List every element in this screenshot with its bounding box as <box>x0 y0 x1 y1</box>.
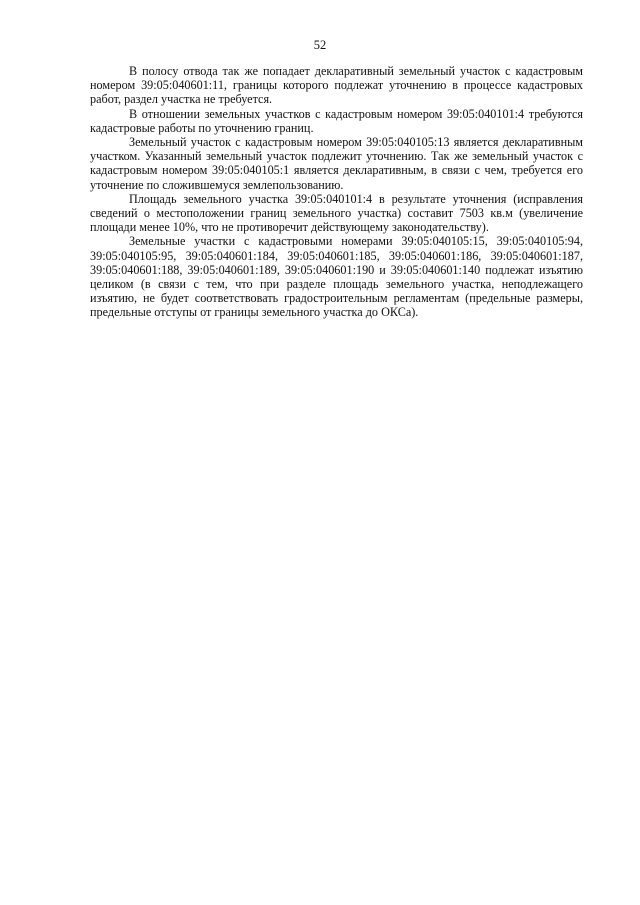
paragraph-declarative-plot: Земельный участок с кадастровым номером 39:05:040105:13 является декларативным участком. Указанный земельный участок подлежит уточнению. Так же земельный участок с кадастровым номером 39:05:040105:1 является декларативным, в связи с чем, требуется его уточнение по сложившемуся землепользованию. <box>90 135 583 192</box>
paragraph-cadastral-works: В отношении земельных участков с кадастровым номером 39:05:040101:4 требуются кадастровые работы по уточнению границ. <box>90 106 583 135</box>
paragraph-right-of-way-plot: В полосу отвода так же попадает декларативный земельный участок с кадастровым номером 39:05:040601:11, границы которого подлежат уточнению в процессе кадастровых работ, раздел участка не требуется. <box>90 64 583 107</box>
page-number: 52 <box>313 38 327 52</box>
paragraph-plots-seizure: Земельные участки с кадастровыми номерами 39:05:040105:15, 39:05:040105:94, 39:05:040105:95, 39:05:040601:184, 39:05:040601:185, 39:05:040601:186, 39:05:040601:187, 39:05:040601:188, 39:05:040601:189, 39:05:040601:190 и 39:05:040601:140 подлежат изъятию целиком (в связи с тем, что при разделе площадь земельного участка, неподлежащего изъятию, не будет соответствовать градостроительным регламентам (предельные размеры, предельные отступы от границы земельного участка до ОКСа). <box>90 234 583 320</box>
document-body <box>90 64 583 320</box>
paragraph-plot-area: Площадь земельного участка 39:05:040101:4 в результате уточнения (исправления сведений о местоположении границ земельного участка) составит 7503 кв.м (увеличение площади менее 10%, что не противоречит действующему законодательству). <box>90 191 583 235</box>
